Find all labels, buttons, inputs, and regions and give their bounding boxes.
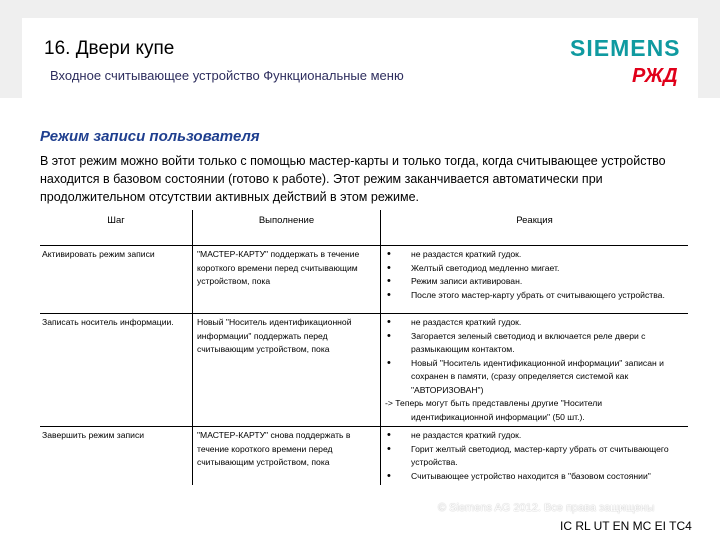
reaction-item: • не раздастся краткий гудок.	[385, 248, 684, 262]
reaction-item: • Новый "Носитель идентификационной информации" записан и сохранен в памяти, (сразу определяется системой как "АВТОРИЗОВАН")	[385, 357, 684, 398]
rzd-logo-mark: РЖД	[632, 65, 678, 86]
step-cell: Активировать режим записи	[40, 246, 193, 314]
steps-table	[40, 210, 688, 485]
section-heading: Режим записи пользователя	[40, 128, 260, 145]
reaction-note: -> Теперь могут быть представлены другие "Носители	[385, 398, 603, 408]
reaction-item: • Считывающее устройство находится в "базовом состоянии"	[385, 470, 684, 484]
reaction-cell	[381, 246, 689, 314]
reaction-item: • Желтый светодиод медленно мигает.	[385, 262, 684, 276]
step-cell: Завершить режим записи	[42, 430, 145, 440]
header-reaction: Реакция	[381, 210, 689, 246]
table-header-row	[40, 210, 688, 246]
intro-paragraph: В этот режим можно войти только с помощью мастер-карты и только тогда, когда считывающее устройство находится в базовом состоянии (готово к работе). Этот режим заканчивается автоматически при продолжительном отсутствии активных действий в этом режиме.	[40, 154, 666, 204]
siemens-logo: SIEMENS	[570, 35, 681, 61]
table-row	[40, 246, 688, 314]
slide-subtitle: Входное считывающее устройство Функциональные меню	[50, 68, 404, 83]
step-cell: Записать носитель информации.	[40, 314, 193, 427]
footer-code: IC RL UT EN MC EI TC4	[560, 519, 692, 533]
reaction-note-continued: идентификационной информации" (50 шт.).	[411, 411, 585, 422]
table-row	[40, 427, 688, 486]
rzd-logo-icon	[630, 64, 688, 86]
footer-copyright: © Siemens AG 2012. Все права защищены	[438, 502, 655, 514]
action-cell: Новый "Носитель идентификационной информации" поддержать перед считывающим устройством, пока	[193, 314, 381, 427]
action-cell: "МАСТЕР-КАРТУ" снова поддержать в течение короткого времени перед считывающим устройством, пока	[193, 427, 381, 486]
table-row	[40, 314, 688, 427]
reaction-cell	[381, 427, 689, 486]
slide-title: 16. Двери купе	[44, 38, 175, 59]
header-step: Шаг	[40, 210, 193, 246]
header-action: Выполнение	[193, 210, 381, 246]
reaction-item: • После этого мастер-карту убрать от считывающего устройства.	[385, 289, 684, 303]
reaction-cell	[381, 314, 689, 427]
reaction-item: • Загорается зеленый светодиод и включается реле двери с размыкающим контактом.	[385, 330, 684, 357]
action-cell: "МАСТЕР-КАРТУ" поддержать в течение короткого времени перед считывающим устройством, пока	[193, 246, 381, 314]
reaction-item: • не раздастся краткий гудок.	[385, 316, 684, 330]
reaction-item: • Горит желтый светодиод, мастер-карту убрать от считывающего устройства.	[385, 443, 684, 470]
reaction-item: • Режим записи активирован.	[385, 275, 684, 289]
reaction-item: • не раздастся краткий гудок.	[385, 429, 684, 443]
